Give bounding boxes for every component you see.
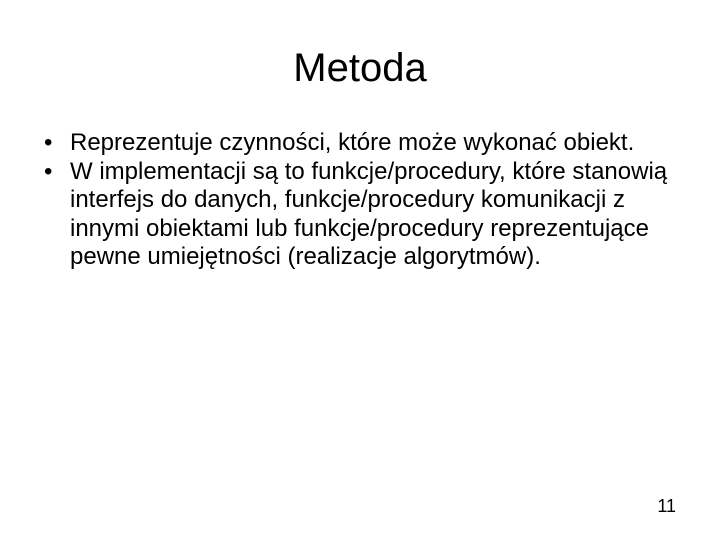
bullet-marker: • bbox=[44, 129, 53, 156]
bullet-marker: • bbox=[44, 157, 53, 185]
bullet-list bbox=[44, 129, 684, 272]
bullet-text: W implementacji są to funkcje/procedury, które stanowią interfejs do danych, funkcje/procedury komunikacji z innymi obiektami lub funkcje/procedury reprezentujące pewne umiejętności (realizacje algorytmów). bbox=[70, 157, 668, 270]
page-number: 11 bbox=[657, 496, 676, 516]
bullet-text: Reprezentuje czynności, które może wykonać obiekt. bbox=[70, 129, 635, 156]
bullet-item bbox=[44, 129, 684, 158]
slide-title: Metoda bbox=[293, 46, 427, 90]
bullet-item bbox=[44, 158, 684, 272]
